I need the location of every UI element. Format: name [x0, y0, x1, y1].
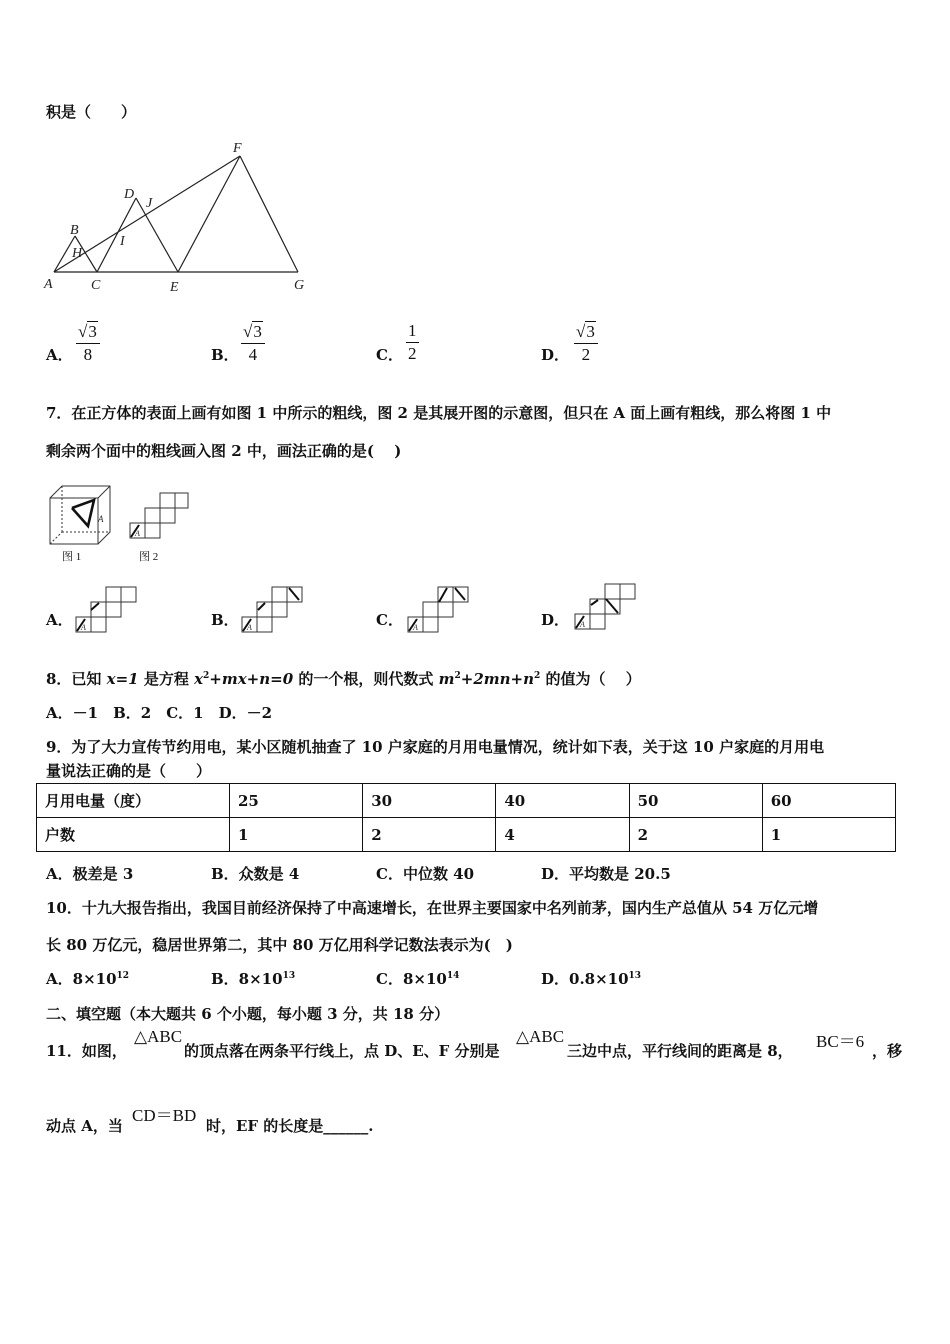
- table-row: [37, 784, 896, 818]
- q7-option-a-net: [75, 586, 137, 633]
- label-c: C: [91, 278, 101, 293]
- q6-option-c-fraction: 1 2: [408, 321, 417, 363]
- q10-option-b[interactable]: B．$8\times 10^{13}$: [211, 970, 296, 988]
- q7-text-line2: 剩余两个面中的粗线画入图 2 中，画法正确的是( ): [46, 442, 402, 460]
- q6-option-d-label[interactable]: D．: [541, 346, 570, 364]
- table-cell: 1: [230, 818, 363, 852]
- q7-option-d-net: [574, 583, 636, 630]
- q10-text-line1: 10．十九大报告指出，我国目前经济保持了中高速增长，在世界主要国家中名列前茅，国内生产总值从 54 万亿元增: [46, 899, 819, 917]
- q11-triangle-abc-2: △ABC: [516, 1027, 565, 1046]
- q11-condition: CD＝BD: [132, 1106, 197, 1125]
- q7-option-d-label[interactable]: D．: [541, 611, 570, 629]
- q9-option-b[interactable]: B．众数是 4: [211, 865, 300, 883]
- q11-bc-length: BC＝6: [816, 1032, 865, 1051]
- table-cell: 60: [762, 784, 895, 818]
- q9-option-c[interactable]: C．中位数 40: [376, 865, 475, 883]
- q10-option-c[interactable]: C．$8\times 10^{14}$: [376, 970, 460, 988]
- svg-text:A: A: [98, 514, 104, 524]
- svg-text:A: A: [580, 620, 585, 629]
- q10-text-line2: 长 80 万亿元，稳居世界第二，其中 80 万亿用科学记数法表示为( ): [46, 936, 513, 954]
- q6-option-a-fraction: √3 8: [76, 321, 100, 365]
- label-j: J: [146, 196, 153, 211]
- q7-net-figure: [129, 492, 189, 539]
- q6-option-d-fraction: √3 2: [574, 321, 598, 365]
- svg-text:A: A: [247, 623, 252, 632]
- label-a: A: [44, 277, 53, 292]
- label-e: E: [170, 280, 179, 295]
- q11-text-part2: 的顶点落在两条平行线上，点 D、E、F 分别是: [184, 1042, 500, 1060]
- svg-text:A: A: [135, 529, 140, 538]
- table-cell: 40: [496, 784, 629, 818]
- q7-option-a-label[interactable]: A．: [46, 611, 73, 629]
- q7-cube-figure: [48, 484, 114, 546]
- q11-text-part3: 三边中点，平行线间的距离是 8，: [567, 1042, 793, 1060]
- q6-option-b-label[interactable]: B．: [211, 346, 239, 364]
- table-header-households: 户数: [37, 818, 230, 852]
- label-g: G: [294, 278, 305, 293]
- table-cell: 30: [363, 784, 496, 818]
- q9-text-line2: 量说法正确的是（ ）: [46, 762, 212, 780]
- q7-text-line1: 7．在正方体的表面上画有如图 1 中所示的粗线，图 2 是其展开图的示意图，但只在 A 面上画有粗线，那么将图 1 中: [46, 404, 832, 422]
- q11-text-part4: ，移: [872, 1042, 903, 1060]
- segment-fg: [240, 156, 298, 272]
- q11-triangle-abc-1: △ABC: [134, 1027, 183, 1046]
- q11-text-line2a: 动点 A，当: [46, 1117, 123, 1135]
- section-heading-fill-in: 二、填空题（本大题共 6 个小题，每小题 3 分，共 18 分）: [46, 1005, 450, 1023]
- label-h: H: [72, 246, 83, 261]
- q11-text-part1: 11．如图，: [46, 1042, 127, 1060]
- q9-text-line1: 9．为了大力宣传节约用电，某小区随机抽查了 10 户家庭的月用电量情况，统计如下表，关于这 10 户家庭的月用电: [46, 738, 825, 756]
- q8-text: 8．已知 x=1 是方程 $x^2+mx+n=0$ 的一个根，则代数式 $m^2+2mn+n^2$ 的值为（ ）: [46, 670, 641, 688]
- q9-option-a[interactable]: A．极差是 3: [46, 865, 134, 883]
- table-cell: 2: [629, 818, 762, 852]
- table-cell: 1: [762, 818, 895, 852]
- segment-cd: [97, 198, 136, 272]
- q6-option-b-fraction: √3 4: [241, 321, 265, 365]
- table-header-usage: 月用电量（度）: [37, 784, 230, 818]
- label-f: F: [233, 141, 242, 156]
- table-cell: 4: [496, 818, 629, 852]
- table-cell: 2: [363, 818, 496, 852]
- q9-usage-table: [36, 783, 896, 852]
- segment-ef: [178, 156, 240, 272]
- q7-option-c-label[interactable]: C．: [376, 611, 403, 629]
- label-i: I: [120, 234, 125, 249]
- svg-text:A: A: [413, 623, 418, 632]
- segment-de: [136, 198, 178, 272]
- q7-option-c-net: [407, 586, 469, 633]
- q6-text-tail: 积是（ ）: [46, 103, 137, 121]
- q6-option-c-label[interactable]: C．: [376, 346, 403, 364]
- label-b: B: [70, 223, 79, 238]
- q7-fig2-caption: 图 2: [139, 551, 159, 563]
- q9-option-d[interactable]: D．平均数是 20.5: [541, 865, 671, 883]
- q7-fig1-caption: 图 1: [62, 551, 82, 563]
- label-d: D: [124, 187, 135, 202]
- q7-option-b-net: [241, 586, 303, 633]
- q7-option-b-label[interactable]: B．: [211, 611, 239, 629]
- q6-option-a-label[interactable]: A．: [46, 346, 73, 364]
- table-cell: 25: [230, 784, 363, 818]
- q6-geometry-figure: [40, 136, 315, 301]
- q8-options[interactable]: A．－1 B．2 C．1 D．－2: [46, 704, 273, 722]
- q11-text-line2b: 时，EF 的长度是______.: [206, 1117, 374, 1135]
- table-row: [37, 818, 896, 852]
- svg-text:A: A: [81, 623, 86, 632]
- table-cell: 50: [629, 784, 762, 818]
- q10-option-d[interactable]: D．$0.8\times 10^{13}$: [541, 970, 642, 988]
- q10-option-a[interactable]: A．$8\times 10^{12}$: [46, 970, 130, 988]
